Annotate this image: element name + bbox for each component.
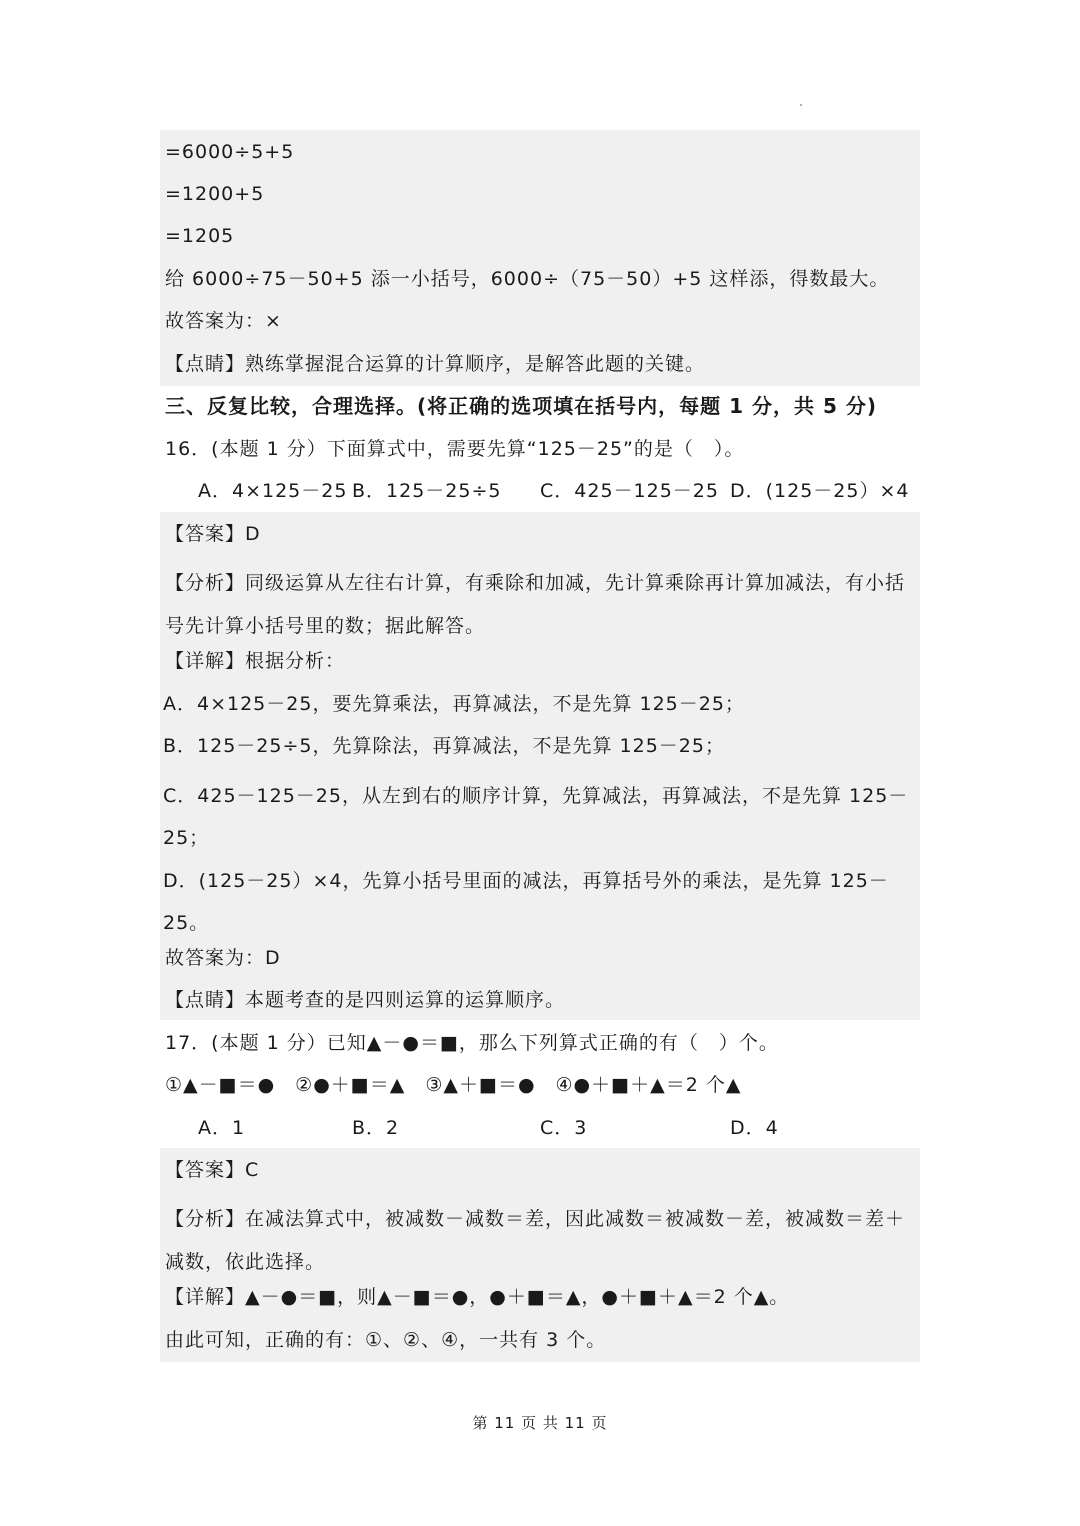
detail-title-q16: 【详解】根据分析： bbox=[165, 650, 346, 672]
answer-line-q15: 故答案为：× bbox=[165, 310, 282, 332]
detail-option-a: A．4×125－25，要先算乘法，再算减法，不是先算 125－25； bbox=[163, 693, 745, 715]
solution-block-q15 bbox=[160, 130, 920, 386]
q17-option-d: D．4 bbox=[730, 1117, 779, 1139]
question-17-items: ①▲－■＝● ②●＋■＝▲ ③▲＋■＝● ④●＋■＋▲＝2 个▲ bbox=[165, 1074, 742, 1096]
q17-option-a: A．1 bbox=[198, 1117, 246, 1139]
answer-line-q16: 【答案】D bbox=[165, 523, 261, 545]
tip-line-q15: 【点睛】熟练掌握混合运算的计算顺序，是解答此题的关键。 bbox=[165, 353, 706, 375]
detail-option-c: C．425－125－25，从左到右的顺序计算，先算减法，再算减法，不是先算 125－25； bbox=[163, 785, 909, 849]
q16-option-b: B．125－25÷5 bbox=[352, 480, 502, 502]
calc-line-1: =6000÷5+5 bbox=[165, 141, 295, 163]
conclusion-q16: 故答案为：D bbox=[165, 947, 281, 969]
tip-line-q16: 【点睛】本题考查的是四则运算的运算顺序。 bbox=[165, 989, 566, 1011]
question-16-stem: 16．(本题 1 分）下面算式中，需要先算“125－25”的是（ ）。 bbox=[165, 438, 745, 460]
question-17-stem: 17．(本题 1 分）已知▲－●＝■，那么下列算式正确的有（ ）个。 bbox=[165, 1032, 779, 1054]
analysis-q17: 【分析】在减法算式中，被减数－减数＝差，因此减数＝被减数－差，被减数＝差＋减数，依此选择。 bbox=[165, 1208, 906, 1273]
calc-line-3: =1205 bbox=[165, 225, 235, 247]
q16-option-d: D．(125－25）×4 bbox=[730, 480, 910, 502]
q16-option-c: C．425－125－25 bbox=[540, 480, 719, 502]
detail-q17: 【详解】▲－●＝■，则▲－■＝●，●＋■＝▲，●＋■＋▲＝2 个▲。 bbox=[165, 1286, 790, 1308]
section-heading: 三、反复比较，合理选择。(将正确的选项填在括号内，每题 1 分，共 5 分) bbox=[165, 394, 877, 418]
page-speck bbox=[800, 104, 802, 106]
answer-line-q17: 【答案】C bbox=[165, 1159, 260, 1181]
detail-option-d: D．(125－25）×4，先算小括号里面的减法，再算括号外的乘法，是先算 125－25。 bbox=[163, 870, 889, 934]
calc-line-2: =1200+5 bbox=[165, 183, 265, 205]
page-footer: 第 11 页 共 11 页 bbox=[472, 1414, 608, 1432]
detail-option-b: B．125－25÷5，先算除法，再算减法，不是先算 125－25； bbox=[163, 735, 725, 757]
q16-option-a: A．4×125－25 bbox=[198, 480, 348, 502]
q17-option-c: C．3 bbox=[540, 1117, 588, 1139]
conclusion-q17: 由此可知，正确的有：①、②、④，一共有 3 个。 bbox=[165, 1329, 607, 1351]
q17-option-b: B．2 bbox=[352, 1117, 400, 1139]
calc-note: 给 6000÷75－50+5 添一小括号，6000÷（75－50）+5 这样添，得数最大。 bbox=[165, 268, 890, 290]
analysis-q16: 【分析】同级运算从左往右计算，有乘除和加减，先计算乘除再计算加减法，有小括号先计算小括号里的数；据此解答。 bbox=[165, 572, 906, 637]
